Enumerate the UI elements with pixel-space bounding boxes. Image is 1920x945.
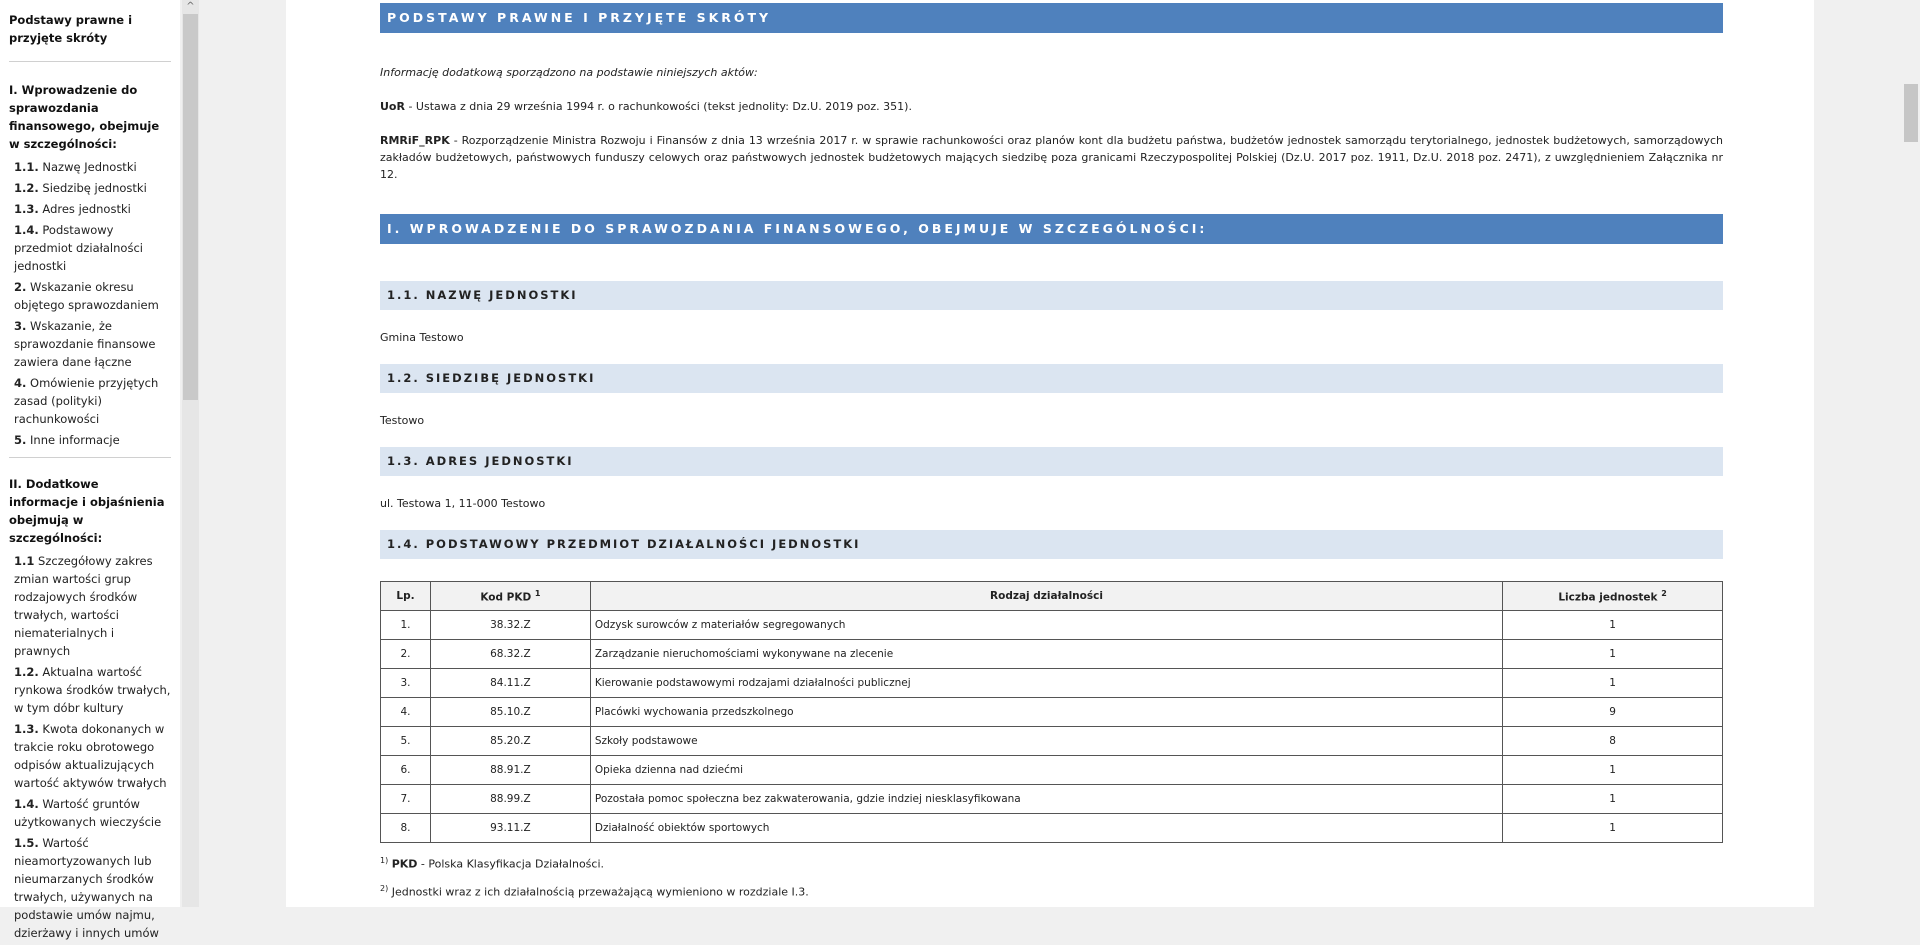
toc-item-label: Adres jednostki xyxy=(42,202,131,216)
toc-item-number: 2. xyxy=(14,280,27,294)
toc-item-label: Inne informacje xyxy=(30,433,120,447)
rmr-text: - Rozporządzenie Ministra Rozwoju i Finansów z dnia 13 września 2017 r. w sprawie rachunkowości oraz planów kont dla budżetu państwa, budżetów jednostek samorządu terytorialnego, jednostek budżetowych, samorządowych zakładów budżetowych, państwowych funduszy celowych oraz państwowych jednostek budżetowych mających siedzibę poza granicami Rzeczypospolitej Polskiej (Dz.U. 2017 poz. 1911, Dz.U. 2018 poz. 2471), z uwzględnieniem Załącznika nr 12. xyxy=(380,134,1723,181)
toc-item-label: Siedzibę jednostki xyxy=(42,181,147,195)
toc-item-number: 1.1 xyxy=(14,554,35,568)
toc-item-label: Wskazanie okresu objętego sprawozdaniem xyxy=(14,280,159,312)
table-cell: Zarządzanie nieruchomościami wykonywane na zlecenie xyxy=(590,640,1502,669)
table-cell: 38.32.Z xyxy=(430,611,590,640)
table-header-cell xyxy=(1503,582,1723,611)
uor-text: - Ustawa z dnia 29 września 1994 r. o rachunkowości (tekst jednolity: Dz.U. 2019 poz. 351). xyxy=(404,100,912,113)
subsection-header-name: 1.1. NAZWĘ JEDNOSTKI xyxy=(380,281,1723,310)
toc-s2-item[interactable] xyxy=(0,795,180,831)
table-cell: 85.20.Z xyxy=(430,727,590,756)
table-cell: 1 xyxy=(1503,814,1723,843)
table-cell: Pozostała pomoc społeczna bez zakwaterowania, gdzie indziej niesklasyfikowana xyxy=(590,785,1502,814)
table-cell: Opieka dzienna nad dziećmi xyxy=(590,756,1502,785)
table-row xyxy=(381,785,1723,814)
toc-s1-item[interactable] xyxy=(0,158,180,176)
table-cell: 84.11.Z xyxy=(430,669,590,698)
subsection-header-seat: 1.2. SIEDZIBĘ JEDNOSTKI xyxy=(380,364,1723,393)
section-header-intro: I. WPROWADZENIE DO SPRAWOZDANIA FINANSOWEGO, OBEJMUJE W SZCZEGÓLNOŚCI: xyxy=(380,214,1723,244)
toc-item-number: 1.3. xyxy=(14,202,39,216)
table-cell: 85.10.Z xyxy=(430,698,590,727)
table-cell: 1 xyxy=(1503,785,1723,814)
table-cell: Placówki wychowania przedszkolnego xyxy=(590,698,1502,727)
toc-item-label: Omówienie przyjętych zasad (polityki) rachunkowości xyxy=(14,376,159,426)
toc-s1-item[interactable] xyxy=(0,431,180,449)
footnote-2-marker: 2) xyxy=(380,883,389,893)
toc-s2-item[interactable] xyxy=(0,720,180,792)
toc-item-number: 1.1. xyxy=(14,160,39,174)
table-row xyxy=(381,814,1723,843)
table-cell: 68.32.Z xyxy=(430,640,590,669)
table-cell: 2. xyxy=(381,640,431,669)
table-cell: 1. xyxy=(381,611,431,640)
table-cell: 7. xyxy=(381,785,431,814)
toc-item-label: Wskazanie, że sprawozdanie finansowe zawiera dane łączne xyxy=(14,319,156,369)
toc-link-legal-basis[interactable]: Podstawy prawne i przyjęte skróty xyxy=(9,13,133,45)
table-row xyxy=(381,698,1723,727)
toc-s2-item[interactable] xyxy=(0,834,180,942)
toc-item-label: Szczegółowy zakres zmian wartości grup rodzajowych środków trwałych, wartości niematerialnych i prawnych xyxy=(14,554,153,658)
footnote-1-text: - Polska Klasyfikacja Działalności. xyxy=(417,857,605,871)
table-header-label: Kod PKD xyxy=(480,591,532,604)
toc-item-number: 1.5. xyxy=(14,836,39,850)
table-header-label: Lp. xyxy=(396,589,415,602)
table-cell: 88.99.Z xyxy=(430,785,590,814)
table-cell: Odzysk surowców z materiałów segregowanych xyxy=(590,611,1502,640)
table-cell: Kierowanie podstawowymi rodzajami działalności publicznej xyxy=(590,669,1502,698)
rmr-definition xyxy=(380,132,1723,183)
table-cell: Działalność obiektów sportowych xyxy=(590,814,1502,843)
uor-definition xyxy=(380,98,1723,115)
footnote-1 xyxy=(380,852,1723,873)
toc-item-label: Wartość gruntów użytkowanych wieczyście xyxy=(14,797,162,829)
toc-link-section-1[interactable]: I. Wprowadzenie do sprawozdania finansowego, obejmuje w szczególności: xyxy=(9,83,160,151)
table-cell: Szkoły podstawowe xyxy=(590,727,1502,756)
table-cell: 3. xyxy=(381,669,431,698)
sidebar-scrollbar-thumb[interactable] xyxy=(183,14,198,400)
toc-item-number: 1.4. xyxy=(14,223,39,237)
unit-seat-value: Testowo xyxy=(380,414,425,427)
unit-name-value: Gmina Testowo xyxy=(380,331,464,344)
toc-item-number: 5. xyxy=(14,433,27,447)
footnote-2 xyxy=(380,880,1723,901)
rmr-abbr: RMRiF_RPK xyxy=(380,134,450,147)
table-header-cell xyxy=(381,582,431,611)
table-cell: 6. xyxy=(381,756,431,785)
table-header-row xyxy=(381,582,1723,611)
pkd-table xyxy=(380,581,1723,843)
table-cell: 9 xyxy=(1503,698,1723,727)
table-cell: 1 xyxy=(1503,756,1723,785)
subsection-header-activity: 1.4. PODSTAWOWY PRZEDMIOT DZIAŁALNOŚCI JEDNOSTKI xyxy=(380,530,1723,559)
toc-section-1-items xyxy=(0,153,180,449)
table-header-cell xyxy=(430,582,590,611)
toc-link-section-2[interactable]: II. Dodatkowe informacje i objaśnienia obejmują w szczególności: xyxy=(9,477,165,545)
footnote-1-abbr: PKD xyxy=(391,857,418,871)
toc-item-label: Nazwę Jednostki xyxy=(42,160,137,174)
document-content xyxy=(380,0,1723,900)
table-row xyxy=(381,611,1723,640)
toc-s2-item[interactable] xyxy=(0,663,180,717)
toc-s1-item[interactable] xyxy=(0,179,180,197)
table-cell: 1 xyxy=(1503,640,1723,669)
toc-s1-item[interactable] xyxy=(0,200,180,218)
table-cell: 4. xyxy=(381,698,431,727)
toc-item-label: Podstawowy przedmiot działalności jednostki xyxy=(14,223,143,273)
toc-item-number: 1.2. xyxy=(14,181,39,195)
unit-address-value: ul. Testowa 1, 11-000 Testowo xyxy=(380,497,546,510)
table-row xyxy=(381,640,1723,669)
table-row xyxy=(381,727,1723,756)
table-row xyxy=(381,756,1723,785)
table-header-cell xyxy=(590,582,1502,611)
toc-item-label: Kwota dokonanych w trakcie roku obrotowego odpisów aktualizujących wartość aktywów trwałych xyxy=(14,722,167,790)
footnote-marker: 2 xyxy=(1661,589,1667,599)
toc-s1-item[interactable] xyxy=(0,317,180,371)
toc-s1-item[interactable] xyxy=(0,221,180,275)
table-cell: 1 xyxy=(1503,611,1723,640)
toc-item-number: 1.3. xyxy=(14,722,39,736)
toc-item-label: Wartość nieamortyzowanych lub nieumarzanych środków trwałych, używanych na podstawie umów najmu, dzierżawy i innych umów xyxy=(14,836,159,940)
main-scrollbar[interactable] xyxy=(1902,0,1920,907)
toc-item-number: 1.2. xyxy=(14,665,39,679)
toc-s1-item[interactable] xyxy=(0,278,180,314)
toc-s2-item[interactable] xyxy=(0,552,180,660)
table-header-label: Rodzaj działalności xyxy=(990,589,1103,602)
table-row xyxy=(381,669,1723,698)
toc-item-number: 1.4. xyxy=(14,797,39,811)
main-scrollbar-thumb[interactable] xyxy=(1904,84,1918,142)
table-cell: 1 xyxy=(1503,669,1723,698)
table-cell: 8. xyxy=(381,814,431,843)
toc-sidebar xyxy=(0,0,180,940)
uor-abbr: UoR xyxy=(380,100,405,113)
footnote-1-marker: 1) xyxy=(380,856,389,865)
subsection-header-address: 1.3. ADRES JEDNOSTKI xyxy=(380,447,1723,476)
sidebar-scrollbar[interactable] xyxy=(182,0,199,907)
table-body xyxy=(381,611,1723,843)
toc-item-number: 3. xyxy=(14,319,27,333)
toc-item-number: 4. xyxy=(14,376,27,390)
toc-list xyxy=(0,0,180,945)
table-header-label: Liczba jednostek xyxy=(1558,591,1658,604)
table-cell: 8 xyxy=(1503,727,1723,756)
toc-item-label: Aktualna wartość rynkowa środków trwałych, w tym dóbr kultury xyxy=(14,665,171,715)
toc-s1-item[interactable] xyxy=(0,374,180,428)
intro-text: Informację dodatkową sporządzono na podstawie niniejszych aktów: xyxy=(380,66,758,79)
footnote-marker: 1 xyxy=(534,589,541,599)
section-header-legal-basis: PODSTAWY PRAWNE I PRZYJĘTE SKRÓTY xyxy=(380,3,1723,33)
table-cell: 5. xyxy=(381,727,431,756)
table-cell: 88.91.Z xyxy=(430,756,590,785)
table-cell: 93.11.Z xyxy=(430,814,590,843)
scroll-up-icon[interactable]: ^ xyxy=(186,1,195,12)
toc-section-2-items xyxy=(0,547,180,942)
footnote-2-text: Jednostki wraz z ich działalnością przeważającą wymieniono w rozdziale I.3. xyxy=(391,885,809,899)
